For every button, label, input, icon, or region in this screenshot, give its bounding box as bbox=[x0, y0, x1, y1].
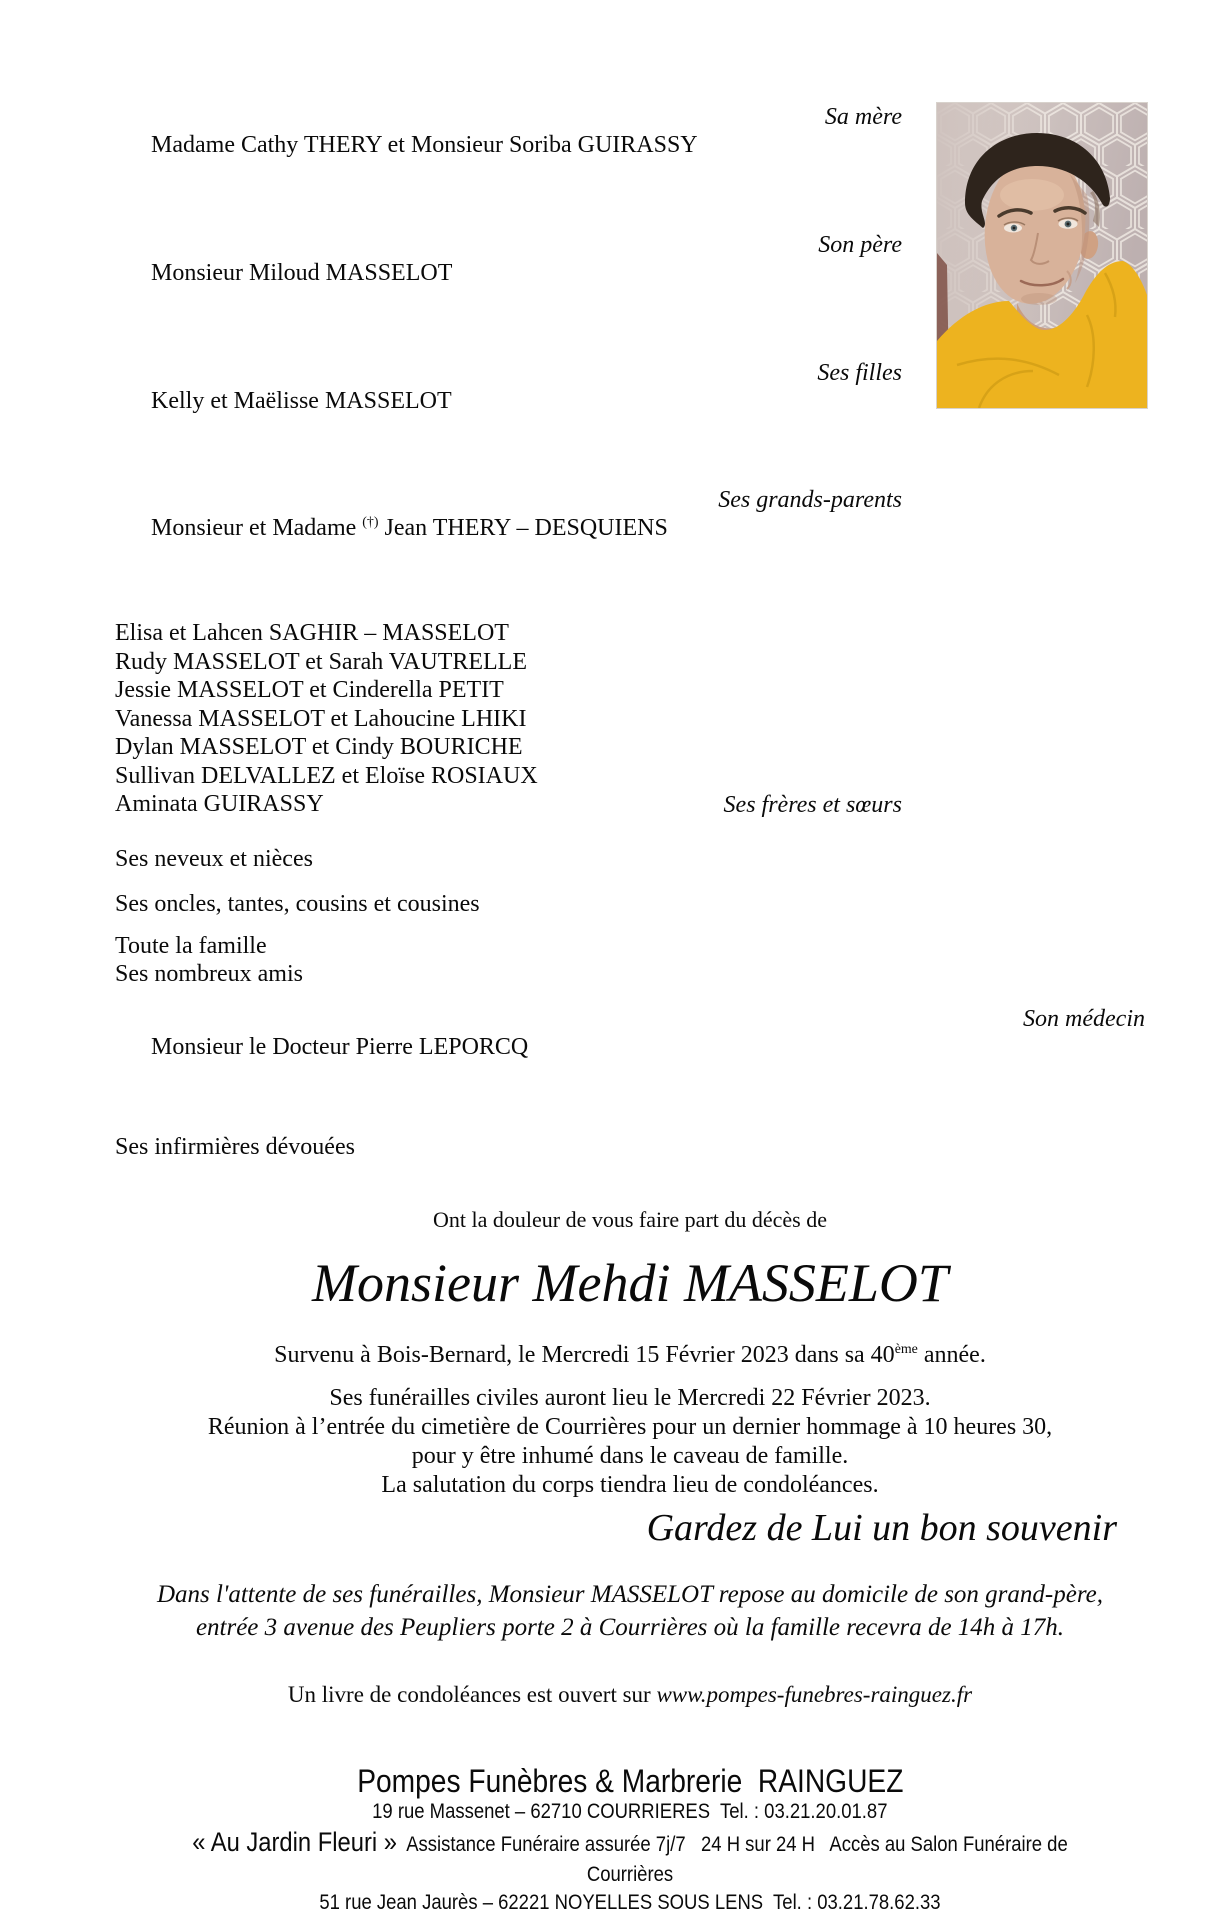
doctor-row bbox=[115, 1005, 1145, 1117]
relative-name: Monsieur Miloud MASSELOT bbox=[151, 260, 453, 286]
deceased-name: Monsieur Mehdi MASSELOT bbox=[312, 1252, 948, 1313]
announcement-intro: Ont la douleur de vous faire part du décès de bbox=[432, 1206, 828, 1232]
funeral-home-name: Pompes Funèbres & Marbrerie RAINGUEZ bbox=[356, 1762, 904, 1799]
repose-block bbox=[115, 1578, 1145, 1644]
nurses-line: Ses infirmières dévouées bbox=[115, 1133, 355, 1160]
relation-label: Ses grands-parents bbox=[718, 487, 902, 513]
sibling-line: Jessie MASSELOT et Cinderella PETIT bbox=[115, 677, 504, 703]
sibling-line: Elisa et Lahcen SAGHIR – MASSELOT bbox=[115, 620, 509, 646]
condolence-book-text: Un livre de condoléances est ouvert sur bbox=[287, 1681, 657, 1707]
relation-label: Ses frères et sœurs bbox=[723, 791, 902, 818]
funeral-home-address-2: 51 rue Jean Jaurès – 62221 NOYELLES SOUS LENS Tel. : 03.21.78.62.33 bbox=[319, 1890, 941, 1914]
ceremony-block bbox=[115, 1384, 1145, 1500]
tribute-line: Gardez de Lui un bon souvenir bbox=[646, 1506, 1117, 1549]
relation-label: Son médecin bbox=[1023, 1005, 1145, 1032]
ceremony-line: pour y être inhumé dans le caveau de famille. bbox=[411, 1442, 849, 1469]
funeral-home-services: Assistance Funéraire assurée 7j/7 24 H sur 24 H Accès au Salon Funéraire de Courrières bbox=[396, 1832, 1073, 1886]
relative-name-prefix: Monsieur et Madame bbox=[151, 515, 363, 541]
relation-label: Son père bbox=[818, 232, 902, 258]
ceremony-line: Ses funérailles civiles auront lieu le Mercredi 22 Février 2023. bbox=[329, 1384, 931, 1411]
condolence-book-line bbox=[115, 1680, 1145, 1710]
relation-label: Ses filles bbox=[817, 360, 902, 386]
sibling-line: Dylan MASSELOT et Cindy BOURICHE bbox=[115, 734, 523, 760]
sibling-line: Vanessa MASSELOT et Lahoucine LHIKI bbox=[115, 705, 527, 732]
portrait-photo bbox=[937, 103, 1147, 408]
relative-name: Kelly et Maëlisse MASSELOT bbox=[151, 388, 452, 414]
condolence-book-url: www.pompes-funebres-rainguez.fr bbox=[656, 1681, 973, 1707]
relation-label: Sa mère bbox=[824, 104, 902, 130]
doctor-name: Monsieur le Docteur Pierre LEPORCQ bbox=[151, 1033, 529, 1060]
ceremony-line: Réunion à l’entrée du cimetière de Courrières pour un dernier hommage à 10 heures 30, bbox=[207, 1413, 1053, 1440]
sibling-line: Rudy MASSELOT et Sarah VAUTRELLE bbox=[115, 648, 527, 675]
family-line: Toute la famille bbox=[115, 932, 267, 959]
family-friends-block bbox=[115, 932, 1145, 988]
repose-line: Dans l'attente de ses funérailles, Monsieur MASSELOT repose au domicile de son grand-père, bbox=[157, 1580, 1103, 1608]
deceased-cross-mark: (†) bbox=[362, 515, 379, 530]
relative-name-suffix: Jean THERY – DESQUIENS bbox=[378, 515, 668, 541]
uncles-line: Ses oncles, tantes, cousins et cousines bbox=[115, 890, 480, 917]
sibling-line: Aminata GUIRASSY bbox=[115, 791, 324, 817]
ceremony-line: La salutation du corps tiendra lieu de condoléances. bbox=[381, 1471, 879, 1498]
funeral-home-brand-line bbox=[115, 1827, 1145, 1890]
friends-line: Ses nombreux amis bbox=[115, 960, 303, 987]
death-details-text: Survenu à Bois-Bernard, le Mercredi 15 Février 2023 dans sa 40 bbox=[274, 1341, 895, 1368]
nephews-line: Ses neveux et nièces bbox=[115, 845, 313, 872]
death-details-line bbox=[115, 1340, 1145, 1370]
siblings-block bbox=[115, 619, 1145, 819]
relative-name: Madame Cathy THERY et Monsieur Soriba GUIRASSY bbox=[151, 132, 698, 158]
death-details-end: année. bbox=[917, 1341, 986, 1368]
portrait-illustration bbox=[937, 103, 1147, 408]
funeral-home-brand: « Au Jardin Fleuri » bbox=[192, 1826, 397, 1857]
sibling-line: Sullivan DELVALLEZ et Eloïse ROSIAUX bbox=[115, 762, 538, 789]
repose-line: entrée 3 avenue des Peupliers porte 2 à Courrières où la famille recevra de 14h à 17h. bbox=[195, 1613, 1065, 1641]
funeral-home-address-1: 19 rue Massenet – 62710 COURRIERES Tel. : 03.21.20.01.87 bbox=[372, 1799, 888, 1823]
ordinal-suffix: ème bbox=[894, 1341, 918, 1357]
relative-row bbox=[115, 486, 1145, 598]
